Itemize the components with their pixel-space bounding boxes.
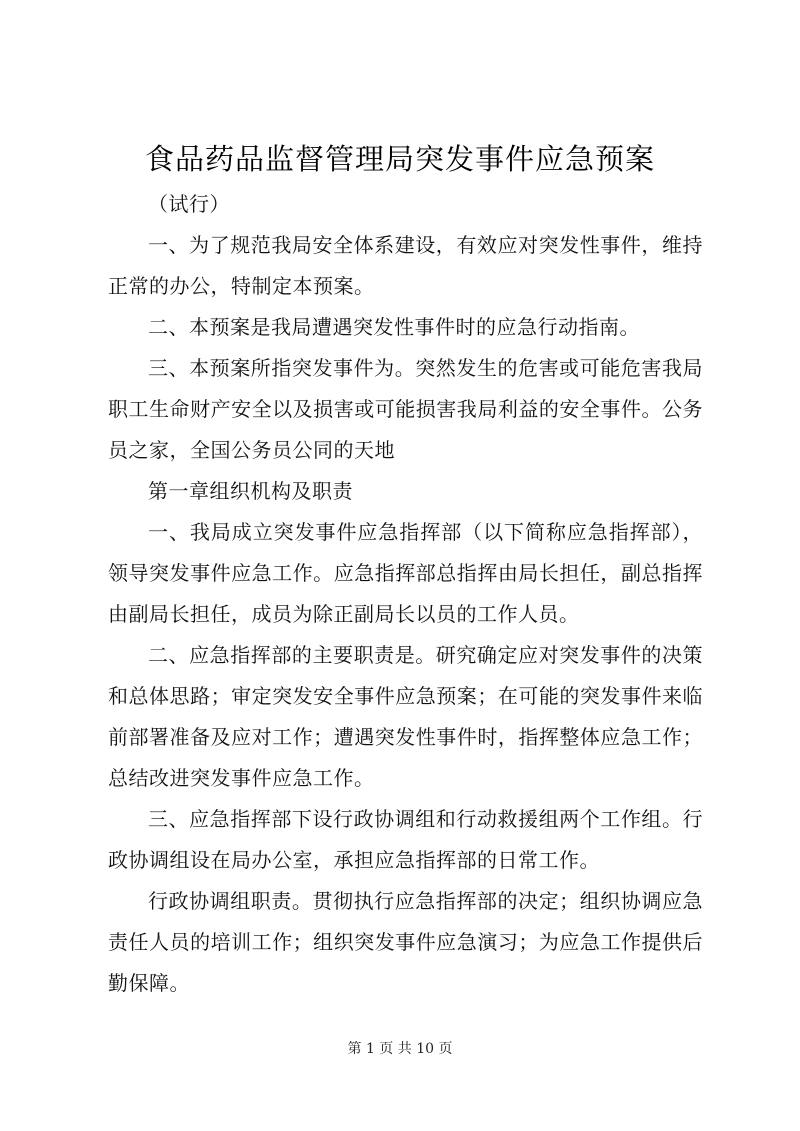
paragraph-4: 一、我局成立突发事件应急指挥部（以下简称应急指挥部），领导突发事件应急工作。应急指挥部总指挥由局长担任，副总指挥由副局长担任，成员为除正副局长以员的工作人员。 bbox=[108, 520, 703, 626]
document-title: 食品药品监督管理局突发事件应急预案 bbox=[144, 142, 655, 176]
paragraph-2: 二、本预案是我局遭遇突发性事件时的应急行动指南。 bbox=[148, 315, 640, 339]
document-body bbox=[108, 184, 703, 1004]
paragraph-6: 三、应急指挥部下设行政协调组和行动救援组两个工作组。行政协调组设在局办公室，承担应急指挥部的日常工作。 bbox=[108, 807, 703, 872]
paragraph-1: 一、为了规范我局安全体系建设，有效应对突发性事件，维持正常的办公，特制定本预案。 bbox=[108, 233, 703, 298]
page-number-footer: 第 1 页 共 10 页 bbox=[347, 1041, 453, 1057]
paragraph-3: 三、本预案所指突发事件为。突然发生的危害或可能危害我局职工生命财产安全以及损害或可能损害我局利益的安全事件。公务员之家，全国公务员公同的天地 bbox=[108, 356, 703, 462]
document-subtitle: （试行） bbox=[148, 192, 230, 216]
chapter-heading: 第一章组织机构及职责 bbox=[148, 479, 353, 503]
paragraph-5: 二、应急指挥部的主要职责是。研究确定应对突发事件的决策和总体思路；审定突发安全事件应急预案；在可能的突发事件来临前部署准备及应对工作；遭遇突发性事件时，指挥整体应急工作；总结改进突发事件应急工作。 bbox=[108, 643, 703, 790]
paragraph-7: 行政协调组职责。贯彻执行应急指挥部的决定；组织协调应急责任人员的培训工作；组织突发事件应急演习；为应急工作提供后勤保障。 bbox=[108, 889, 703, 995]
